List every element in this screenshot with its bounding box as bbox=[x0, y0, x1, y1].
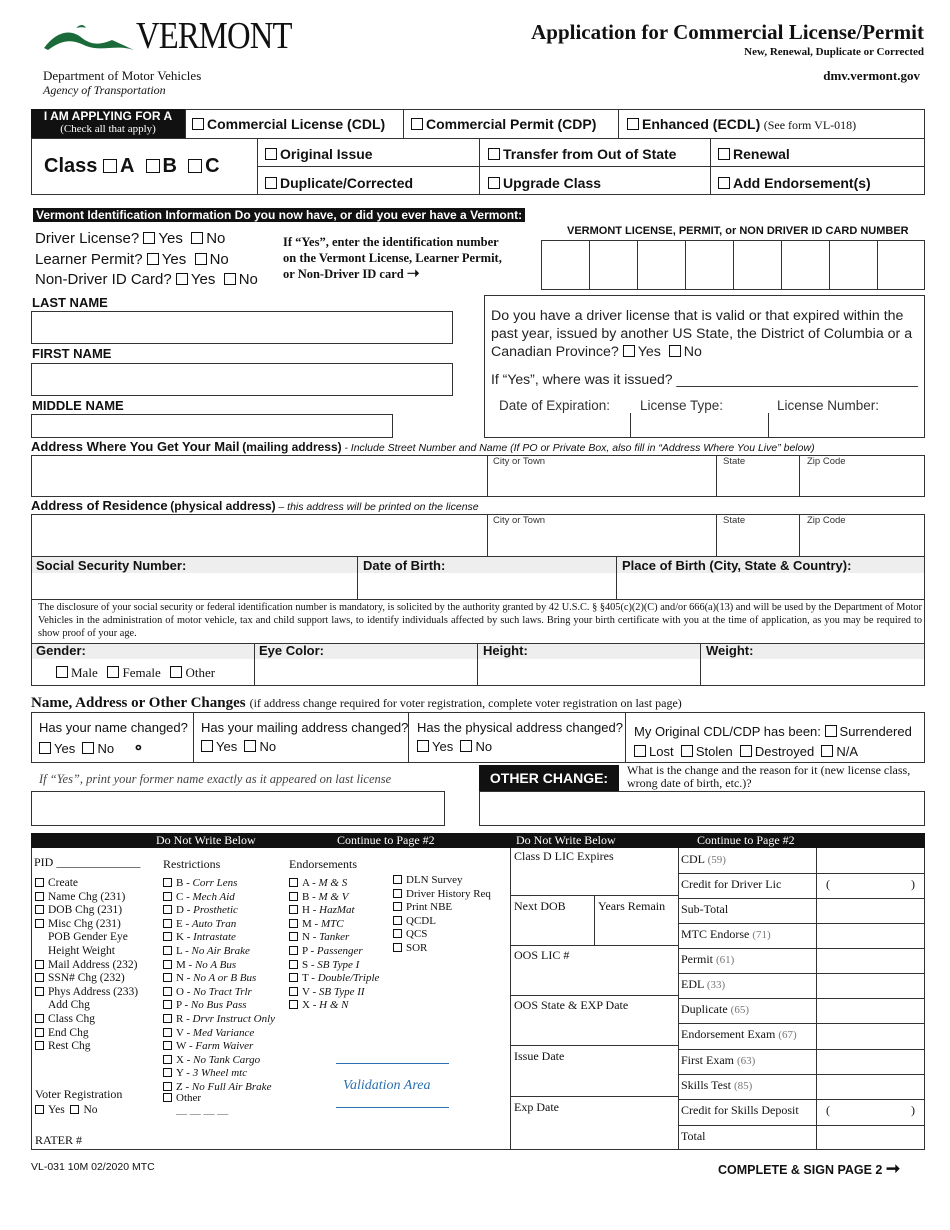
rater-label: RATER # bbox=[35, 1133, 83, 1147]
fee-amount-field[interactable] bbox=[817, 849, 924, 872]
dept-name: Department of Motor Vehicles bbox=[43, 68, 202, 83]
class-a-checkbox[interactable]: A bbox=[103, 155, 134, 177]
restriction-item: Z - No Full Air Brake bbox=[163, 1081, 275, 1095]
next-dob: Next DOB bbox=[514, 899, 566, 913]
endorsement-item: X - H & N bbox=[289, 999, 379, 1013]
next-page-prompt: COMPLETE & SIGN PAGE 2 ➞ bbox=[718, 1159, 901, 1178]
gender-other[interactable]: Other bbox=[170, 665, 215, 680]
vtid-number-label: VERMONT LICENSE, PERMIT, or NON DRIVER ID CARD NUMBER bbox=[567, 225, 909, 237]
dl-question: Driver License? Yes No bbox=[35, 230, 226, 247]
duplicate-option[interactable]: Duplicate/Corrected bbox=[265, 175, 413, 191]
endorsement-item: A - M & S bbox=[289, 877, 379, 891]
endorsement-item: S - SB Type I bbox=[289, 959, 379, 973]
mail-changed-question: Has your mailing address changed? bbox=[201, 720, 409, 735]
mailing-zip-label: Zip Code bbox=[807, 456, 846, 467]
transaction-item: Mail Address (232) bbox=[35, 959, 138, 973]
transaction-item: Class Chg bbox=[35, 1013, 138, 1027]
misc-item: QCS bbox=[393, 928, 491, 942]
transaction-item: Add Chg bbox=[48, 999, 90, 1012]
phys-changed-options: Yes No bbox=[417, 739, 492, 754]
misc-item: QCDL bbox=[393, 915, 491, 929]
misc-item: Driver History Req bbox=[393, 888, 491, 902]
page-subtitle: New, Renewal, Duplicate or Corrected bbox=[744, 46, 924, 58]
fee-amount-field[interactable] bbox=[817, 974, 924, 997]
mail-changed-options: Yes No bbox=[201, 739, 276, 754]
misc-item: DLN Survey bbox=[393, 874, 491, 888]
original-issue-option[interactable]: Original Issue bbox=[265, 146, 373, 162]
office-transactions bbox=[35, 877, 138, 1054]
restriction-item: P - No Bus Pass bbox=[163, 999, 275, 1013]
transaction-item: SSN# Chg (232) bbox=[35, 972, 138, 986]
pob-field[interactable] bbox=[621, 575, 921, 598]
years-remain: Years Remain bbox=[598, 899, 666, 913]
license-type-label: License Type: bbox=[640, 398, 724, 413]
restrictions-title: Restrictions bbox=[163, 857, 221, 871]
vermont-logo bbox=[42, 22, 138, 56]
gender-label: Gender: bbox=[36, 643, 86, 658]
fee-label: Skills Test (85) bbox=[681, 1078, 753, 1092]
exp-date-label: Date of Expiration: bbox=[499, 398, 611, 413]
oos-lic: OOS LIC # bbox=[514, 948, 570, 962]
orig-cdl-status: My Original CDL/CDP has been: Surrendered bbox=[634, 724, 912, 739]
mailing-address-field[interactable] bbox=[31, 455, 925, 497]
form-number: VL-031 10M 02/2020 MTC bbox=[31, 1161, 155, 1173]
restriction-item: D - Prosthetic bbox=[163, 904, 275, 918]
restriction-item: N - No A or B Bus bbox=[163, 972, 275, 986]
restriction-item: L - No Air Brake bbox=[163, 945, 275, 959]
lp-question: Learner Permit? Yes No bbox=[35, 250, 229, 268]
fee-label: Total bbox=[681, 1129, 706, 1143]
validation-area: Validation Area bbox=[343, 1078, 431, 1093]
restriction-other: Other bbox=[163, 1092, 201, 1104]
endorsement-item: H - HazMat bbox=[289, 904, 379, 918]
transaction-item: Phys Address (233) bbox=[35, 986, 138, 1000]
misc-list bbox=[393, 874, 491, 956]
transfer-option[interactable]: Transfer from Out of State bbox=[488, 146, 676, 162]
fee-label: MTC Endorse (71) bbox=[681, 927, 771, 941]
transaction-item: End Chg bbox=[35, 1027, 138, 1041]
fee-label: Endorsement Exam (67) bbox=[681, 1027, 797, 1041]
first-name-field[interactable] bbox=[31, 363, 453, 396]
license-number-label: License Number: bbox=[777, 398, 880, 413]
class-d-expires: Class D LIC Expires bbox=[514, 849, 614, 863]
endorsement-item: P - Passenger bbox=[289, 945, 379, 959]
transaction-item: Misc Chg (231) bbox=[35, 918, 138, 932]
disclosure-text: The disclosure of your social security or federal identification number is mandatory, is solicited by the authority granted by 42 U.S.C. § §405(c)(2)(C) and/or 666(a)(13) and will be used by the Department of Motor Vehicles in the administration of motor vehicle, tax and child support laws, to identify individuals affected by such laws. Bring your birth certificate with you at the time of application, as you may be required to show proof of your age. bbox=[38, 602, 922, 639]
restriction-item: K - Intrastate bbox=[163, 931, 275, 945]
nd-question: Non-Driver ID Card? Yes No bbox=[35, 271, 258, 288]
fee-label: Sub-Total bbox=[681, 902, 729, 916]
other-state-no[interactable]: No bbox=[669, 344, 702, 360]
ecdl-option[interactable]: Enhanced (ECDL) (See form VL-018) bbox=[627, 116, 856, 134]
last-name-field[interactable] bbox=[31, 311, 453, 344]
renewal-option[interactable]: Renewal bbox=[718, 146, 790, 162]
fee-amount-field[interactable] bbox=[817, 949, 924, 972]
transaction-item: Height Weight bbox=[48, 944, 115, 957]
vtid-header: Vermont Identification Information Do you now have, or did you ever have a Vermont: bbox=[33, 208, 525, 222]
mailing-city-label: City or Town bbox=[493, 456, 546, 467]
mailing-state-label: State bbox=[723, 456, 746, 467]
restriction-item: O - No Tract Trlr bbox=[163, 986, 275, 1000]
endorsement-item: V - SB Type II bbox=[289, 986, 379, 1000]
restriction-item: E - Auto Tran bbox=[163, 918, 275, 932]
endorsement-item: N - Tanker bbox=[289, 931, 379, 945]
restriction-item: R - Drvr Instruct Only bbox=[163, 1013, 275, 1027]
class-selector: Class A B C bbox=[44, 155, 220, 177]
endorsements-list bbox=[289, 877, 379, 1013]
former-name-field[interactable] bbox=[31, 791, 445, 826]
other-state-question: Do you have a driver license that is valid or that expired within the past year, issued by another US State, the District of Columbia or a Canadian Province? Yes No bbox=[491, 308, 913, 360]
arrow-right-icon: ➞ bbox=[885, 1159, 901, 1178]
middle-name-label: MIDDLE NAME bbox=[32, 398, 124, 413]
oos-state-exp: OOS State & EXP Date bbox=[514, 998, 629, 1012]
residence-state-label: State bbox=[723, 515, 746, 526]
ssn-field[interactable] bbox=[36, 575, 356, 598]
issue-date: Issue Date bbox=[514, 1049, 565, 1063]
restrictions-list bbox=[163, 877, 275, 1095]
restriction-item: B - Corr Lens bbox=[163, 877, 275, 891]
weight-label: Weight: bbox=[706, 643, 754, 658]
vtid-instructions: If “Yes”, enter the identification number on the Vermont License, Learner Permit, or Non-Driver ID card ➝ bbox=[283, 235, 502, 282]
add-endorsement-option[interactable]: Add Endorsement(s) bbox=[718, 175, 871, 191]
gender-female[interactable]: Female bbox=[107, 665, 160, 680]
gender-options bbox=[56, 665, 215, 681]
fee-amount-field[interactable] bbox=[817, 1126, 924, 1149]
restriction-item: W - Farm Waiver bbox=[163, 1040, 275, 1054]
fee-label: EDL (33) bbox=[681, 977, 726, 991]
fee-amount-field[interactable]: ( ) bbox=[826, 1103, 915, 1117]
changes-title: Name, Address or Other Changes (if address change required for voter registration, complete voter registration on last page) bbox=[31, 695, 682, 711]
office-dnwb-2: Do Not Write Below bbox=[516, 833, 616, 847]
upgrade-option[interactable]: Upgrade Class bbox=[488, 175, 601, 191]
fee-label: Permit (61) bbox=[681, 952, 735, 966]
agency-name: Agency of Transportation bbox=[43, 83, 166, 97]
voter-label: Voter Registration bbox=[35, 1087, 123, 1101]
middle-name-field[interactable] bbox=[31, 414, 393, 438]
other-change-field[interactable] bbox=[479, 791, 925, 826]
cdl-option[interactable]: Commercial License (CDL) bbox=[192, 116, 385, 132]
other-state-yes[interactable]: Yes bbox=[623, 344, 661, 360]
office-dnwb-1: Do Not Write Below bbox=[156, 833, 256, 847]
restriction-item: Y - 3 Wheel mtc bbox=[163, 1067, 275, 1081]
office-cont-1: Continue to Page #2 bbox=[337, 833, 435, 847]
ssn-label: Social Security Number: bbox=[36, 558, 187, 573]
endorsement-item: T - Double/Triple bbox=[289, 972, 379, 986]
former-name-label: If “Yes”, print your former name exactly as it appeared on last license bbox=[39, 772, 392, 786]
eye-color-label: Eye Color: bbox=[259, 643, 325, 658]
height-label: Height: bbox=[483, 643, 528, 658]
restriction-item: M - No A Bus bbox=[163, 959, 275, 973]
endorsements-title: Endorsements bbox=[289, 857, 357, 871]
gender-male[interactable]: Male bbox=[56, 665, 98, 680]
website: dmv.vermont.gov bbox=[823, 68, 920, 83]
fee-amount-field[interactable] bbox=[817, 999, 924, 1022]
vermont-wordmark: VERMONT bbox=[136, 15, 292, 57]
voter-options: Yes No bbox=[35, 1104, 98, 1116]
fee-amount-field[interactable]: ( ) bbox=[826, 877, 915, 891]
restriction-dashes: — — — — bbox=[176, 1108, 229, 1120]
applying-header: I AM APPLYING FOR A (Check all that apply) bbox=[31, 109, 185, 138]
fee-label: CDL (59) bbox=[681, 852, 726, 866]
misc-item: SOR bbox=[393, 942, 491, 956]
transaction-item: Rest Chg bbox=[35, 1040, 138, 1054]
dob-field[interactable] bbox=[362, 575, 612, 598]
residence-zip-label: Zip Code bbox=[807, 515, 846, 526]
residence-label: Address of Residence (physical address) – this address will be printed on the license bbox=[31, 498, 479, 513]
endorsement-item: M - MTC bbox=[289, 918, 379, 932]
restriction-item: C - Mech Aid bbox=[163, 891, 275, 905]
fee-label: Duplicate (65) bbox=[681, 1002, 749, 1016]
fee-amount-field[interactable] bbox=[817, 1050, 924, 1073]
name-changed-options: Yes No ⚬ bbox=[39, 739, 145, 757]
vtid-questions bbox=[35, 229, 258, 291]
last-name-label: LAST NAME bbox=[32, 295, 108, 310]
residence-city-label: City or Town bbox=[493, 515, 546, 526]
first-name-label: FIRST NAME bbox=[32, 346, 112, 361]
fee-label: First Exam (63) bbox=[681, 1053, 756, 1067]
transaction-item: Create bbox=[35, 877, 138, 891]
transaction-item: DOB Chg (231) bbox=[35, 904, 138, 918]
transaction-item: POB Gender Eye bbox=[48, 931, 128, 944]
cdp-option[interactable]: Commercial Permit (CDP) bbox=[411, 116, 596, 132]
phys-changed-question: Has the physical address changed? bbox=[417, 720, 623, 735]
other-change-question: What is the change and the reason for it (new license class, wrong date of birth, etc.)? bbox=[627, 763, 911, 790]
endorsement-item: B - M & V bbox=[289, 891, 379, 905]
page-title: Application for Commercial License/Permit bbox=[531, 20, 924, 44]
fee-amount-field[interactable] bbox=[817, 924, 924, 947]
fee-label: Credit for Skills Deposit bbox=[681, 1103, 799, 1117]
accessibility-icon: ⚬ bbox=[132, 740, 145, 757]
office-cont-2: Continue to Page #2 bbox=[697, 833, 795, 847]
dob-label: Date of Birth: bbox=[363, 558, 446, 573]
transaction-item: Name Chg (231) bbox=[35, 891, 138, 905]
fee-amount-field[interactable] bbox=[817, 1024, 924, 1047]
orig-cdl-options: Lost Stolen Destroyed N/A bbox=[634, 744, 858, 759]
pob-label: Place of Birth (City, State & Country): bbox=[622, 558, 852, 573]
fee-label: Credit for Driver Lic bbox=[681, 877, 782, 891]
residence-address-field[interactable] bbox=[31, 514, 925, 557]
fee-amount-field[interactable] bbox=[817, 899, 924, 922]
misc-item: Print NBE bbox=[393, 901, 491, 915]
pid-field: PID ______________ bbox=[34, 855, 141, 869]
restriction-item: V - Med Variance bbox=[163, 1027, 275, 1041]
exp-date: Exp Date bbox=[514, 1100, 559, 1114]
mailing-label: Address Where You Get Your Mail (mailing address) - Include Street Number and Name (If PO or Private Box, also fill in “Address Where You Live” below) bbox=[31, 439, 815, 454]
where-issued-field[interactable]: If “Yes”, where was it issued? _______________________________ bbox=[491, 371, 918, 387]
other-change-label: OTHER CHANGE: bbox=[479, 765, 619, 791]
restriction-item: X - No Tank Cargo bbox=[163, 1054, 275, 1068]
fee-amount-field[interactable] bbox=[817, 1075, 924, 1098]
class-b-checkbox[interactable]: B bbox=[146, 155, 177, 177]
name-changed-question: Has your name changed? bbox=[39, 720, 188, 735]
class-c-checkbox[interactable]: C bbox=[188, 155, 219, 177]
